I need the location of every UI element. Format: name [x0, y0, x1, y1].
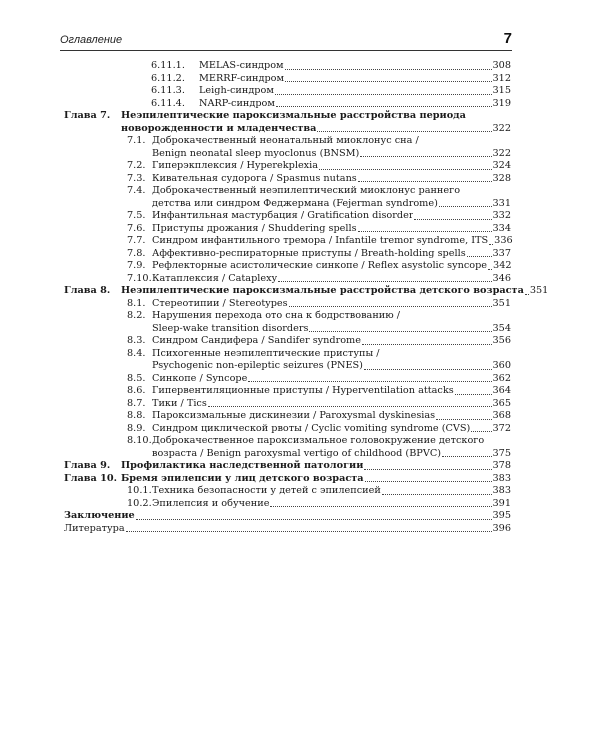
toc-dot-leader — [365, 481, 492, 482]
toc-entry-title: Приступы дрожания / Shuddering spells — [152, 222, 357, 234]
toc-entry-title: Психогенные неэпилептические приступы / — [152, 347, 380, 359]
toc-entry-title: Рефлекторные асистолические синкопе / Reflex asystolic syncope — [152, 260, 488, 271]
toc-entry-title: возраста / Benign paroxysmal vertigo of childhood (BPVC) — [152, 447, 442, 459]
toc-page-number: 332 — [492, 210, 511, 221]
toc-entry-number: 6.11.3. — [151, 85, 185, 96]
toc-entry-number: 7.7. — [127, 235, 146, 246]
toc-dot-leader — [439, 206, 492, 207]
toc-dot-leader — [136, 519, 492, 520]
toc-entry-title: MELAS-синдром — [199, 60, 284, 71]
toc-entry-title: Профилактика наследственной патологии — [121, 460, 364, 471]
toc-entry-number: 8.4. — [127, 347, 146, 359]
toc-dot-leader — [358, 231, 492, 232]
toc-dot-leader — [317, 131, 491, 132]
toc-entry[interactable] — [64, 385, 511, 398]
toc-entry-number: 7.8. — [127, 247, 146, 259]
toc-dot-leader — [455, 394, 492, 395]
toc-entry-number: Глава 7. — [64, 110, 111, 121]
toc-dot-leader — [414, 219, 491, 220]
toc-page-number: 365 — [492, 397, 511, 409]
toc-chapter-entry[interactable] — [64, 285, 549, 298]
toc-page-number: 322 — [492, 122, 511, 134]
toc-entry-number: 7.10. — [127, 272, 152, 284]
toc-dot-leader — [285, 69, 492, 70]
toc-page-number: 342 — [493, 260, 512, 271]
toc-entry-number: 8.5. — [127, 372, 146, 384]
toc-entry[interactable] — [64, 348, 511, 361]
toc-entry-number: 7.2. — [127, 160, 146, 171]
toc-entry[interactable] — [64, 310, 511, 323]
toc-dot-leader — [436, 419, 491, 420]
toc-page-number: 375 — [492, 447, 511, 459]
toc-entry[interactable] — [64, 223, 511, 236]
toc-entry[interactable] — [64, 98, 511, 111]
toc-entry-title: Синдром циклической рвоты / Cyclic vomiting syndrome (CVS) — [152, 422, 471, 434]
toc-page-number: 328 — [492, 172, 511, 184]
toc-entry-number: 7.1. — [127, 135, 146, 146]
toc-page-number: 319 — [492, 97, 511, 109]
toc-dot-leader — [289, 306, 492, 307]
table-of-contents — [64, 60, 549, 535]
toc-entry-title: Эпилепсия и обучение — [152, 497, 270, 509]
toc-dot-leader — [364, 469, 491, 470]
toc-entry-title: Гиперэкплексия / Hyperekplexia — [152, 160, 319, 171]
toc-dot-leader — [270, 506, 491, 507]
toc-dot-leader — [319, 169, 491, 170]
toc-entry-number: 6.11.2. — [151, 72, 185, 84]
toc-chapter-entry[interactable] — [64, 460, 511, 473]
toc-entry[interactable] — [64, 135, 511, 148]
toc-entry-number: 8.1. — [127, 297, 146, 309]
toc-entry[interactable] — [64, 510, 511, 523]
toc-entry[interactable] — [64, 173, 511, 186]
toc-entry[interactable] — [64, 410, 511, 423]
toc-page-number: 337 — [492, 247, 511, 259]
toc-entry-number: 8.8. — [127, 410, 146, 421]
toc-page-number: 354 — [492, 322, 511, 334]
toc-page-number: 372 — [492, 422, 511, 434]
toc-dot-leader — [364, 369, 492, 370]
toc-page-number: 364 — [492, 385, 511, 396]
toc-dot-leader — [471, 431, 491, 432]
toc-entry[interactable] — [64, 85, 511, 98]
header-title: Оглавление — [60, 34, 123, 46]
toc-entry-number: Глава 10. — [64, 472, 118, 484]
toc-entry-title: Тики / Tics — [152, 397, 207, 409]
toc-dot-leader — [275, 94, 492, 95]
toc-entry-number: 7.3. — [127, 172, 146, 184]
toc-entry-number: 8.7. — [127, 397, 146, 409]
toc-entry-number: 8.9. — [127, 422, 146, 434]
toc-entry-title: Кивательная судорога / Spasmus nutans — [152, 172, 357, 184]
toc-entry[interactable] — [64, 335, 511, 348]
toc-entry[interactable] — [64, 210, 511, 223]
toc-entry-number: 8.3. — [127, 335, 146, 346]
toc-entry[interactable] — [64, 235, 511, 248]
toc-entry[interactable] — [64, 60, 511, 73]
toc-page-number: 312 — [492, 72, 511, 84]
toc-entry-title: Psychogenic non-epileptic seizures (PNES) — [152, 360, 363, 371]
toc-page-number: 368 — [492, 410, 511, 421]
toc-dot-leader — [488, 269, 492, 270]
toc-page-number: 356 — [492, 335, 511, 346]
toc-entry-title: Неэпилептические пароксизмальные расстройства периода — [121, 110, 466, 121]
toc-chapter-entry[interactable] — [64, 473, 511, 486]
toc-entry-number: 8.2. — [127, 310, 146, 321]
toc-entry-title: Benign neonatal sleep myoclonus (BNSM) — [152, 147, 360, 159]
toc-entry[interactable] — [64, 298, 511, 311]
header-divider — [60, 50, 512, 51]
toc-page-number: 308 — [492, 60, 511, 71]
toc-page-number: 383 — [492, 472, 511, 484]
toc-entry[interactable] — [64, 373, 511, 386]
toc-dot-leader — [278, 281, 491, 282]
toc-entry-title: Заключение — [64, 510, 135, 521]
toc-dot-leader — [248, 381, 491, 382]
toc-entry-title: Техника безопасности у детей с эпилепсией — [152, 485, 381, 496]
toc-entry-title: Sleep-wake transition disorders — [152, 322, 309, 334]
toc-dot-leader — [362, 344, 492, 345]
toc-entry-title: MERRF-синдром — [199, 72, 285, 84]
toc-entry-title: Инфантильная мастурбация / Gratification disorder — [152, 210, 414, 221]
toc-entry-title: Бремя эпилепсии у лиц детского возраста — [121, 472, 364, 484]
toc-page-number: 396 — [492, 522, 511, 534]
toc-page-number: 351 — [529, 285, 549, 296]
toc-entry[interactable] — [64, 260, 511, 273]
toc-entry-number: Глава 9. — [64, 460, 111, 471]
toc-page-number: 336 — [494, 235, 513, 246]
toc-page-number: 315 — [492, 85, 511, 96]
toc-entry[interactable] — [64, 148, 511, 161]
toc-dot-leader — [276, 106, 492, 107]
toc-entry-title: Нарушения перехода ото сна к бодрствованию / — [152, 310, 401, 321]
toc-entry[interactable] — [64, 160, 511, 173]
toc-entry-title: Аффективно-респираторные приступы / Breath-holding spells — [152, 247, 466, 259]
toc-entry-number: 6.11.4. — [151, 97, 185, 109]
toc-page-number: 351 — [492, 297, 511, 309]
toc-dot-leader — [525, 294, 529, 295]
toc-entry-title: Стереотипии / Stereotypes — [152, 297, 288, 309]
toc-dot-leader — [285, 81, 491, 82]
toc-entry-number: 6.11.1. — [151, 60, 185, 71]
toc-entry-title: Пароксизмальные дискинезии / Paroxysmal dyskinesias — [152, 410, 436, 421]
toc-dot-leader — [208, 406, 492, 407]
toc-entry[interactable] — [64, 448, 511, 461]
toc-dot-leader — [360, 156, 491, 157]
toc-entry-number: 8.6. — [127, 385, 146, 396]
toc-page-number: 322 — [492, 147, 511, 159]
toc-entry-title: Доброкачественное пароксизмальное головокружение детского — [152, 435, 485, 446]
toc-page-number: 395 — [492, 510, 511, 521]
toc-dot-leader — [467, 256, 492, 257]
toc-entry[interactable] — [64, 523, 511, 536]
toc-page-number: 391 — [492, 497, 511, 509]
toc-entry[interactable] — [64, 73, 511, 86]
toc-entry-title: NARP-синдром — [199, 97, 275, 109]
toc-entry-number: 7.5. — [127, 210, 146, 221]
toc-entry[interactable] — [64, 323, 511, 336]
toc-dot-leader — [309, 331, 491, 332]
toc-entry-title: Синдром инфантильного тремора / Infantile tremor syndrome, ITS — [152, 235, 489, 246]
toc-page-number: 360 — [492, 360, 511, 371]
toc-entry-number: 7.6. — [127, 222, 146, 234]
header-page-number: 7 — [503, 30, 512, 47]
toc-page-number: 331 — [492, 197, 511, 209]
toc-page-number: 362 — [492, 372, 511, 384]
toc-entry[interactable] — [64, 423, 511, 436]
toc-entry[interactable] — [64, 360, 511, 373]
toc-entry[interactable] — [64, 248, 511, 261]
toc-entry-number: 7.9. — [127, 260, 146, 271]
toc-entry-number: 10.2. — [127, 497, 152, 509]
toc-entry-title: Доброкачественный неэпилептический миоклонус раннего — [152, 185, 461, 196]
toc-page-number: 324 — [492, 160, 511, 171]
toc-chapter-entry[interactable] — [64, 123, 511, 136]
page-header — [60, 29, 512, 51]
toc-entry[interactable] — [64, 398, 511, 411]
toc-entry-title: Литература — [64, 522, 125, 534]
toc-dot-leader — [358, 181, 492, 182]
toc-dot-leader — [489, 244, 493, 245]
toc-page-number: 346 — [492, 272, 511, 284]
toc-entry-title: Неэпилептические пароксизмальные расстройства детского возраста — [121, 285, 524, 296]
toc-entry-number: 7.4. — [127, 185, 146, 196]
toc-dot-leader — [382, 494, 492, 495]
toc-dot-leader — [126, 531, 492, 532]
toc-page-number: 383 — [492, 485, 511, 496]
toc-entry-number: Глава 8. — [64, 285, 111, 296]
toc-entry[interactable] — [64, 198, 511, 211]
toc-entry-number: 10.1. — [127, 485, 152, 496]
toc-entry-title: детства или синдром Феджермана (Fejerman syndrome) — [152, 197, 438, 209]
toc-entry[interactable] — [64, 273, 511, 286]
toc-page-number: 334 — [492, 222, 511, 234]
toc-entry-title: новорожденности и младенчества — [121, 122, 317, 134]
toc-entry[interactable] — [64, 498, 511, 511]
toc-page-number: 378 — [492, 460, 511, 471]
toc-entry[interactable] — [64, 185, 511, 198]
toc-entry-number: 8.10. — [127, 435, 152, 446]
toc-entry[interactable] — [64, 485, 511, 498]
toc-entry-title: Доброкачественный неонатальный миоклонус сна / — [152, 135, 419, 146]
toc-entry[interactable] — [64, 435, 511, 448]
toc-entry-title: Синкопе / Syncope — [152, 372, 248, 384]
toc-entry-title: Гипервентиляционные приступы / Hyperventilation attacks — [152, 385, 454, 396]
toc-entry-title: Катаплексия / Cataplexy — [152, 272, 278, 284]
toc-dot-leader — [442, 456, 491, 457]
toc-entry-title: Синдром Сандифера / Sandifer syndrome — [152, 335, 361, 346]
toc-entry-title: Leigh-синдром — [199, 85, 274, 96]
toc-chapter-entry[interactable] — [64, 110, 511, 123]
